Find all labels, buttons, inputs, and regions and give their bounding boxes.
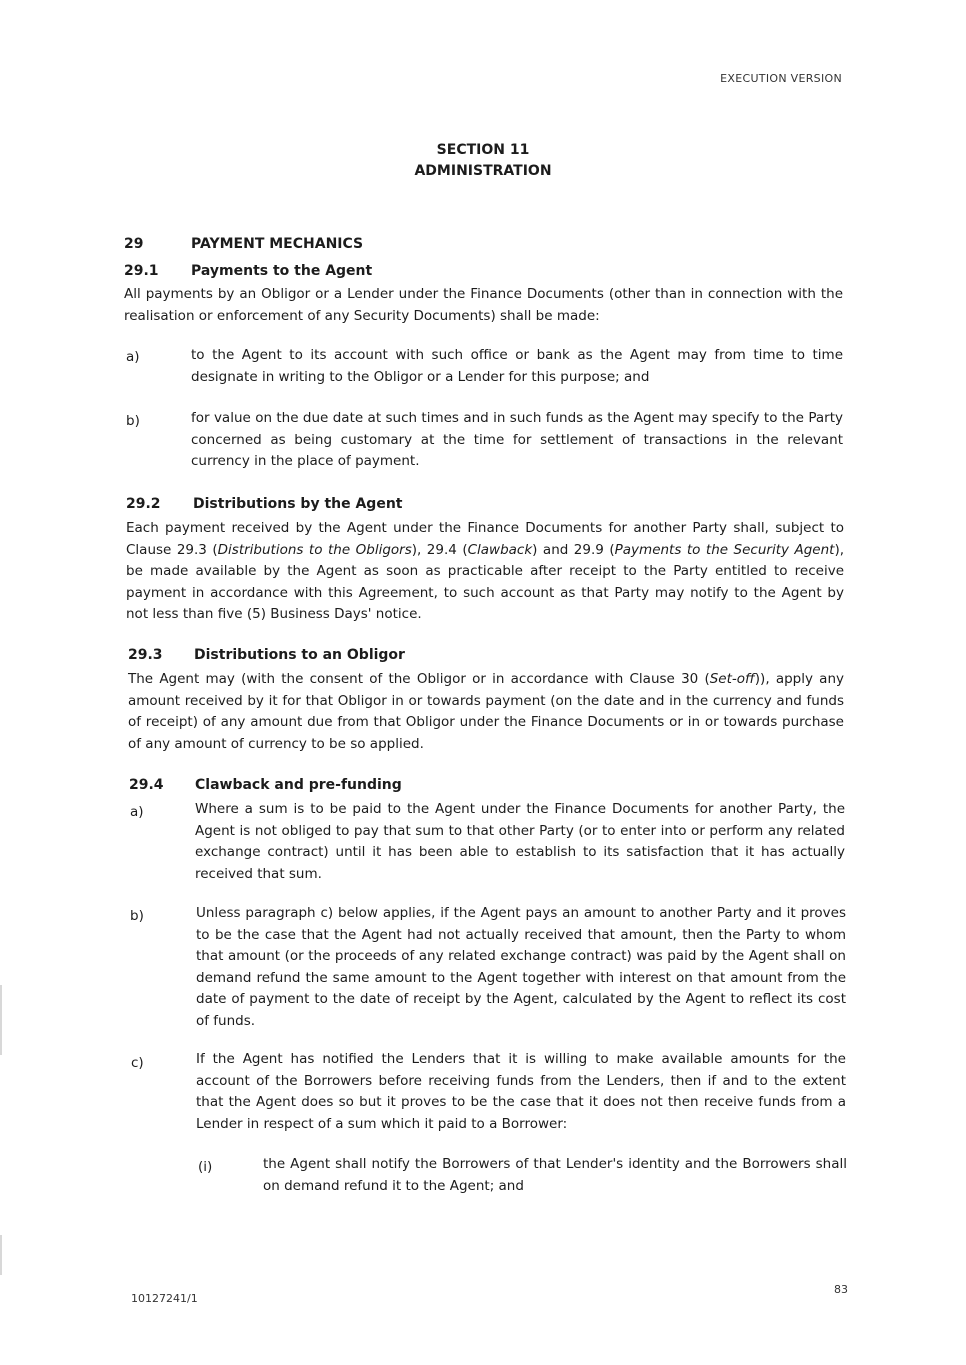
section-name: ADMINISTRATION [414,163,552,179]
item-c-label: c) [131,1055,144,1071]
subclause-29-4-number: 29.4 [129,777,164,793]
item-a-label: a) [126,349,140,365]
scan-edge-mark [0,1235,2,1275]
subclause-29-1-title: Payments to the Agent [191,263,373,279]
item-b-text: Unless paragraph c) below applies, if the Agent pays an amount to another Party and it proves to be the case that the Agent had not actually received that amount, then the Party to whom that amount (or the proceeds of any related exchange contract) was paid by the Agent shall on demand refund the same amount to the Agent together with interest on that amount from the date of payment to the date of receipt by the Agent, calculated by the Agent to reflect its cost of funds. [196,905,846,1029]
item-b-text: for value on the due date at such times and in such funds as the Agent may specify to the Party concerned as being customary at the time for settlement of transactions in the relevant currency in the place of payment. [191,410,843,469]
subclause-29-2-number: 29.2 [126,496,161,512]
subclause-29-2-title: Distributions by the Agent [193,496,403,512]
execution-version-label: EXECUTION VERSION [720,72,842,85]
subitem-i-label: (i) [198,1159,213,1175]
item-a-label: a) [130,804,144,820]
subitem-i-text: the Agent shall notify the Borrowers of that Lender's identity and the Borrowers shall on demand refund it to the Agent; and [263,1156,847,1194]
item-c-text: If the Agent has notified the Lenders that it is willing to make available amounts for the account of the Borrowers before receiving funds from the Lenders, then if and to the extent that the Agent does so but it proves to be the case that it does not then receive funds from a Lender in respect of a sum which it paid to a Borrower: [196,1051,846,1132]
item-a-text: Where a sum is to be paid to the Agent under the Finance Documents for another Party, the Agent is not obliged to pay that sum to that other Party (or to enter into or perform any related exchange contract) until it has been able to establish to its satisfaction that it has actually received that sum. [195,801,845,882]
subclause-29-2-text: Each payment received by the Agent under the Finance Documents for another Party shall, subject to Clause 29.3 (Distributions to the Obligors), 29.4 (Clawback) and 29.9 (Payments to the Security Agent), be made available by the Agent as soon as practicable after receipt to the Party entitled to receive payment in accordance with this Agreement, to such account as that Party may notify to the Agent by not less than five (5) Business Days' notice. [126,520,845,622]
subclause-29-4-title: Clawback and pre-funding [195,777,402,793]
item-b-label: b) [130,908,144,924]
subclause-29-3-title: Distributions to an Obligor [194,647,405,663]
clause-number: 29 [124,236,144,252]
item-a-text: to the Agent to its account with such office or bank as the Agent may from time to time designate in writing to the Obligor or a Lender for this purpose; and [191,347,843,385]
subclause-29-3-text: The Agent may (with the consent of the Obligor or in accordance with Clause 30 (Set-off)), apply any amount received by it for that Obligor in or towards payment (on the date and in the currency and funds of receipt) of any amount due from that Obligor under the Finance Documents or in or towards purchase of any amount of currency to be so applied. [128,671,844,752]
subclause-29-1-number: 29.1 [124,263,159,279]
page-number: 83 [834,1283,848,1296]
subclause-29-3-number: 29.3 [128,647,163,663]
section-number: SECTION 11 [436,142,530,158]
item-b-label: b) [126,413,140,429]
subclause-29-1-intro: All payments by an Obligor or a Lender under the Finance Documents (other than in connection with the realisation or enforcement of any Security Documents) shall be made: [124,286,843,324]
document-reference: 10127241/1 [131,1292,198,1305]
scan-edge-mark [0,985,2,1055]
clause-title: PAYMENT MECHANICS [191,236,364,252]
